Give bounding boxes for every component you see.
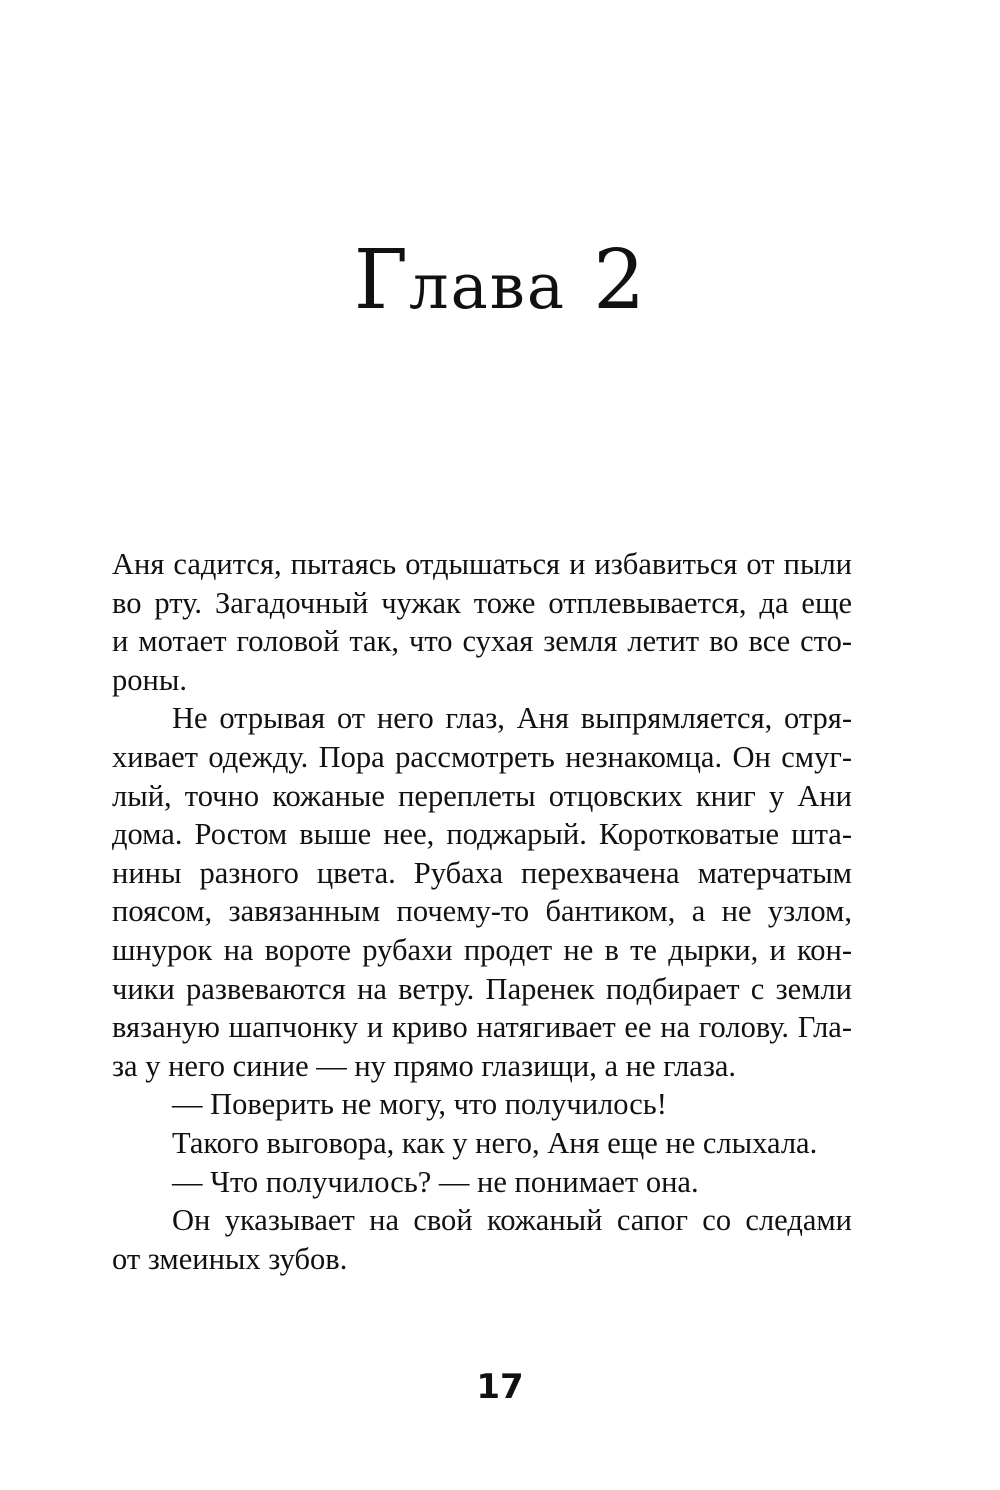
text-line: вязаную шапчонку и криво натягивает ее на голову. Гла- (112, 1010, 852, 1045)
chapter-number: 2 (593, 233, 647, 328)
chapter-title-initial: Г (353, 233, 410, 328)
text-line: чики развеваются на ветру. Паренек подбирает с земли (112, 971, 852, 1006)
text-line: поясом, завязанным почему-то бантиком, а не узлом, (112, 894, 852, 929)
text-line: Такого выговора, как у него, Аня еще не слыхала. (172, 1125, 818, 1160)
chapter-title (0, 233, 1000, 328)
text-line: Аня садится, пытаясь отдышаться и избавиться от пыли (112, 547, 852, 581)
text-line: роны. (112, 662, 187, 697)
page-number: 17 (476, 1367, 524, 1407)
text-line: Не отрывая от него глаз, Аня выпрямляется, отря- (172, 701, 852, 736)
text-line: нины разного цвета. Рубаха перехвачена матерчатым (112, 855, 852, 890)
text-line: дома. Ростом выше нее, поджарый. Коротковатые шта- (112, 817, 852, 852)
dialogue-line: — Что получилось? — не понимает она. (172, 1164, 699, 1199)
text-line: шнурок на вороте рубахи продет не в те дырки, и кон- (112, 932, 852, 967)
text-line: Он указывает на свой кожаный сапог со следами (172, 1203, 852, 1238)
chapter-title-rest: лава (409, 250, 566, 323)
text-line: хивает одежду. Пора рассмотреть незнакомца. Он смуг- (112, 739, 852, 774)
text-line: за у него синие — ну прямо глазищи, а не глаза. (112, 1048, 737, 1083)
text-line: и мотает головой так, что сухая земля летит во все сто- (112, 624, 852, 659)
dialogue-line: — Поверить не могу, что получилось! (172, 1087, 667, 1122)
chapter-text (112, 545, 852, 1278)
text-line: лый, точно кожаные переплеты отцовских книг у Ани (112, 778, 852, 813)
text-line: во рту. Загадочный чужак тоже отплевывается, да еще (112, 585, 852, 620)
text-line: от змеиных зубов. (112, 1241, 348, 1276)
